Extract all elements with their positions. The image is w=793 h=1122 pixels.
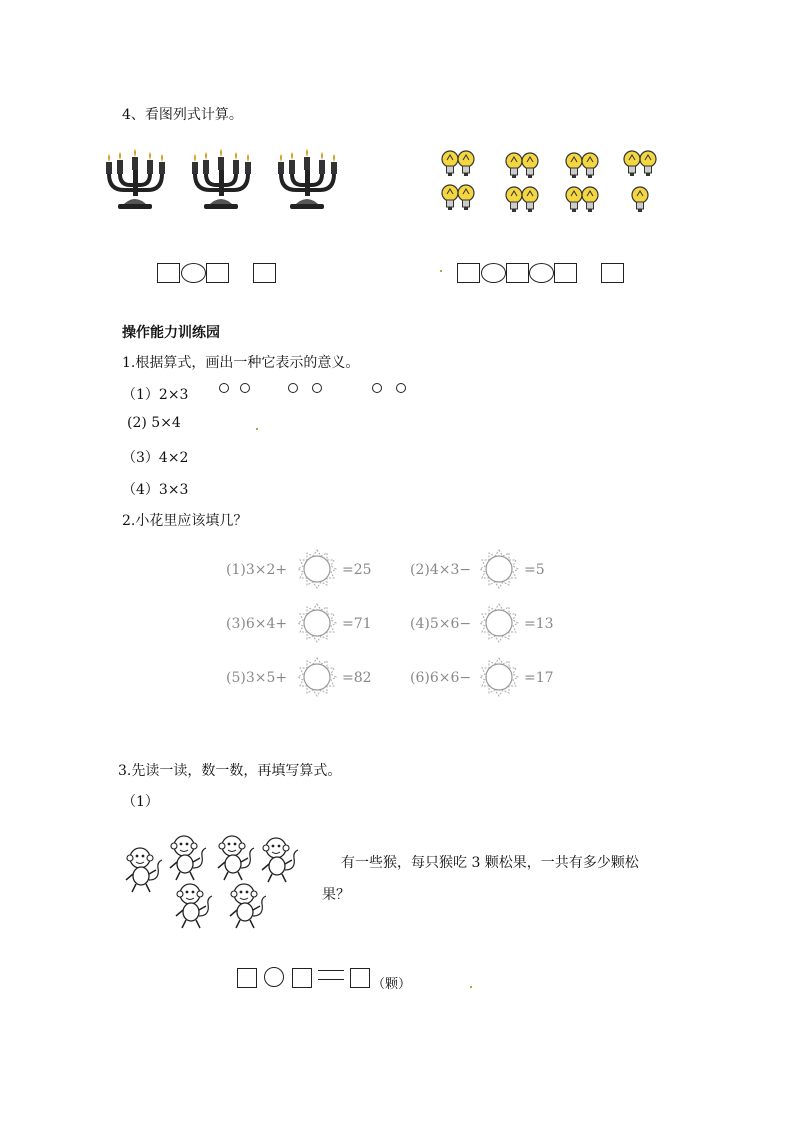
light-bulb-icon — [624, 151, 656, 212]
eq-right: =13 — [524, 616, 554, 632]
drawn-circle — [240, 383, 250, 393]
flower-blank[interactable] — [296, 548, 338, 590]
answer-box[interactable] — [601, 263, 624, 283]
eq-left: (5)3×5+ — [226, 670, 288, 686]
q1-item: (2) 5×4 — [127, 415, 181, 431]
answer-box[interactable] — [350, 968, 370, 988]
flower-blank[interactable] — [478, 656, 520, 698]
equals-sign — [318, 970, 344, 980]
eq-right: =82 — [342, 670, 372, 686]
monkey-icon — [262, 838, 298, 882]
q1-item: （1）2×3 — [122, 387, 189, 403]
monkey-group — [124, 832, 314, 932]
eq-left: (6)6×6− — [410, 670, 472, 686]
eq-right: =25 — [342, 562, 372, 578]
candelabra-group — [104, 148, 354, 210]
operator-oval[interactable] — [529, 263, 554, 283]
answer-box[interactable] — [253, 263, 276, 283]
eq-right: =71 — [342, 616, 372, 632]
q3-sub: （1） — [122, 794, 159, 810]
stray-dot — [470, 986, 472, 988]
drawn-circle — [372, 383, 382, 393]
q3-text-line1: 有一些猴，每只猴吃 3 颗松果，一共有多少颗松 — [341, 855, 639, 871]
monkey-icon — [170, 836, 206, 880]
eq-right: =5 — [524, 562, 545, 578]
candelabra-icon — [106, 149, 165, 209]
unit-label: （颗） — [372, 977, 412, 992]
answer-box[interactable] — [554, 263, 577, 283]
answer-box[interactable] — [237, 968, 257, 988]
answer-box[interactable] — [457, 263, 480, 283]
eq-right: =17 — [524, 670, 554, 686]
light-bulb-icon — [566, 153, 598, 212]
light-bulb-icon — [442, 151, 474, 210]
drawn-circle — [288, 383, 298, 393]
q1-title: 1.根据算式，画出一种它表示的意义。 — [122, 355, 360, 371]
answer-box[interactable] — [157, 263, 180, 283]
flower-blank[interactable] — [296, 656, 338, 698]
monkey-icon — [218, 836, 254, 880]
eq-left: (1)3×2+ — [226, 562, 288, 578]
stray-dot — [440, 270, 442, 272]
q3-title: 3.先读一读，数一数，再填写算式。 — [118, 763, 342, 779]
candelabra-icon — [192, 149, 251, 209]
answer-box[interactable] — [506, 263, 529, 283]
answer-box[interactable] — [292, 968, 312, 988]
candelabra-icon — [278, 149, 337, 209]
flower-blank[interactable] — [478, 602, 520, 644]
operator-oval[interactable] — [181, 263, 206, 283]
flower-blank[interactable] — [296, 602, 338, 644]
q2-title: 2.小花里应该填几？ — [122, 513, 248, 529]
monkey-icon — [126, 848, 162, 892]
q4-title: 4、看图列式计算。 — [122, 107, 243, 123]
operator-oval[interactable] — [264, 967, 284, 987]
drawn-circle — [219, 383, 229, 393]
eq-left: (4)5×6− — [410, 616, 472, 632]
bulb-group — [440, 146, 670, 222]
light-bulb-icon — [506, 153, 538, 212]
flower-blank[interactable] — [478, 548, 520, 590]
eq-left: (2)4×3− — [410, 562, 472, 578]
stray-dot — [256, 428, 258, 430]
q1-item: （3）4×2 — [122, 450, 189, 466]
q3-text-line2: 果？ — [322, 887, 350, 903]
monkey-icon — [176, 884, 212, 928]
operator-oval[interactable] — [481, 263, 506, 283]
section-title: 操作能力训练园 — [122, 325, 220, 341]
answer-box[interactable] — [206, 263, 229, 283]
q1-item: （4）3×3 — [122, 482, 189, 498]
drawn-circle — [396, 383, 406, 393]
monkey-icon — [230, 884, 266, 928]
eq-left: (3)6×4+ — [226, 616, 288, 632]
drawn-circle — [312, 383, 322, 393]
